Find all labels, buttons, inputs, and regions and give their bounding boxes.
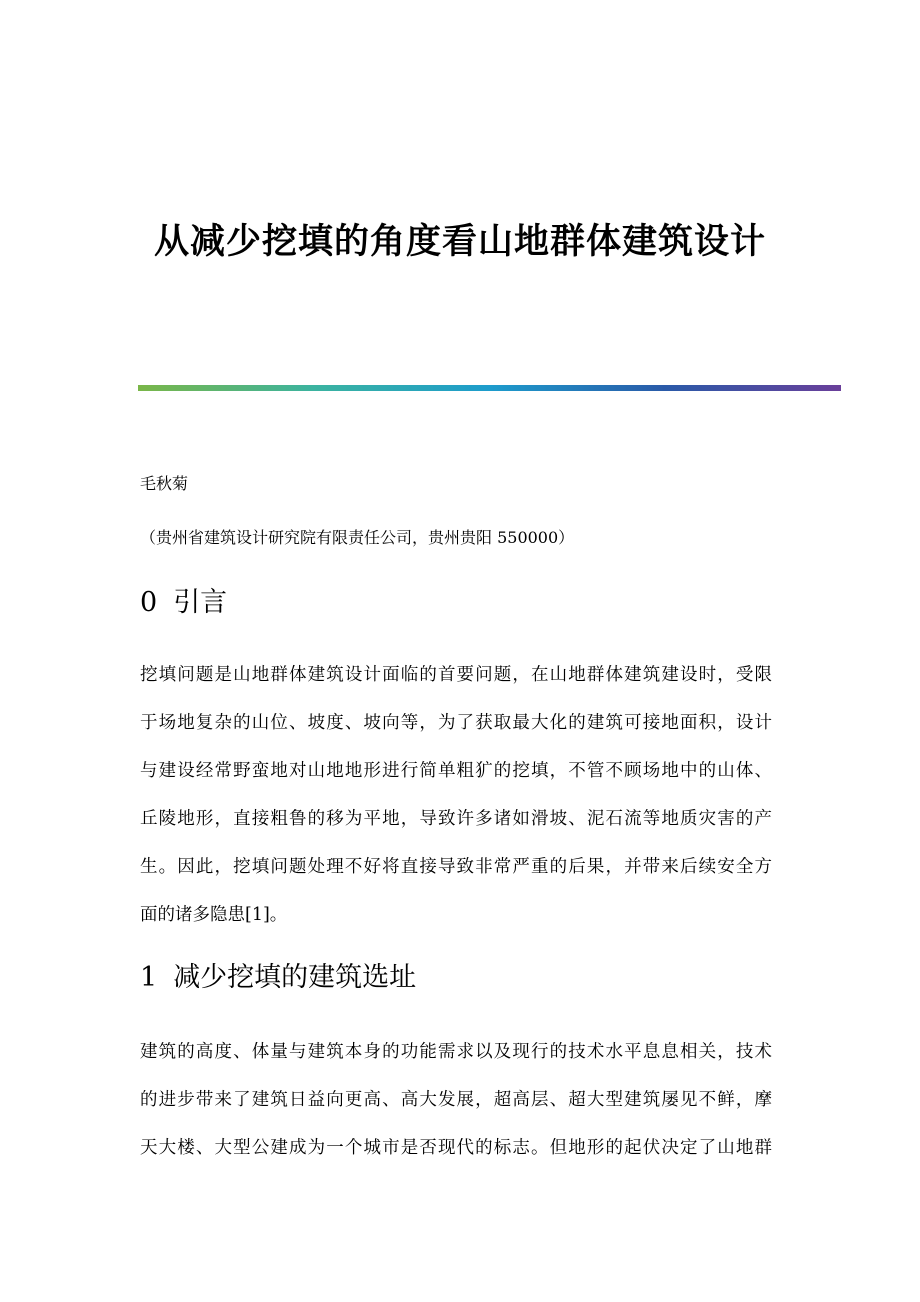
author-affiliation: （贵州省建筑设计研究院有限责任公司，贵州贵阳 550000） bbox=[140, 528, 575, 547]
paragraph-line: 挖填问题是山地群体建筑设计面临的首要问题，在山地群体建筑建设时，受限 bbox=[140, 665, 772, 685]
paragraph-line: 于场地复杂的山位、坡度、坡向等，为了获取最大化的建筑可接地面积，设计 bbox=[140, 713, 772, 733]
section-title: 引言 bbox=[173, 587, 228, 618]
title-divider bbox=[138, 385, 841, 391]
section-number: 1 bbox=[140, 962, 158, 993]
section-heading-site-selection bbox=[140, 958, 416, 998]
author-name: 毛秋菊 bbox=[140, 474, 189, 493]
paragraph-line: 面的诸多隐患[1]。 bbox=[140, 905, 288, 925]
paragraph-line: 与建设经常野蛮地对山地地形进行简单粗犷的挖填，不管不顾场地中的山体、 bbox=[140, 761, 772, 781]
paragraph-line: 丘陵地形，直接粗鲁的移为平地，导致许多诸如滑坡、泥石流等地质灾害的产 bbox=[140, 809, 772, 829]
site-selection-paragraph bbox=[140, 1028, 772, 1172]
paragraph-line: 生。因此，挖填问题处理不好将直接导致非常严重的后果，并带来后续安全方 bbox=[140, 857, 772, 877]
section-title: 减少挖填的建筑选址 bbox=[173, 962, 417, 993]
section-heading-introduction bbox=[140, 583, 227, 623]
paper-title: 从减少挖填的角度看山地群体建筑设计 bbox=[153, 221, 766, 262]
paragraph-line: 建筑的高度、体量与建筑本身的功能需求以及现行的技术水平息息相关，技术 bbox=[140, 1042, 772, 1062]
section-number: 0 bbox=[140, 587, 158, 618]
paragraph-line: 的进步带来了建筑日益向更高、高大发展，超高层、超大型建筑屡见不鲜，摩 bbox=[140, 1090, 772, 1110]
introduction-paragraph bbox=[140, 651, 772, 939]
paragraph-line: 天大楼、大型公建成为一个城市是否现代的标志。但地形的起伏决定了山地群 bbox=[140, 1138, 772, 1158]
